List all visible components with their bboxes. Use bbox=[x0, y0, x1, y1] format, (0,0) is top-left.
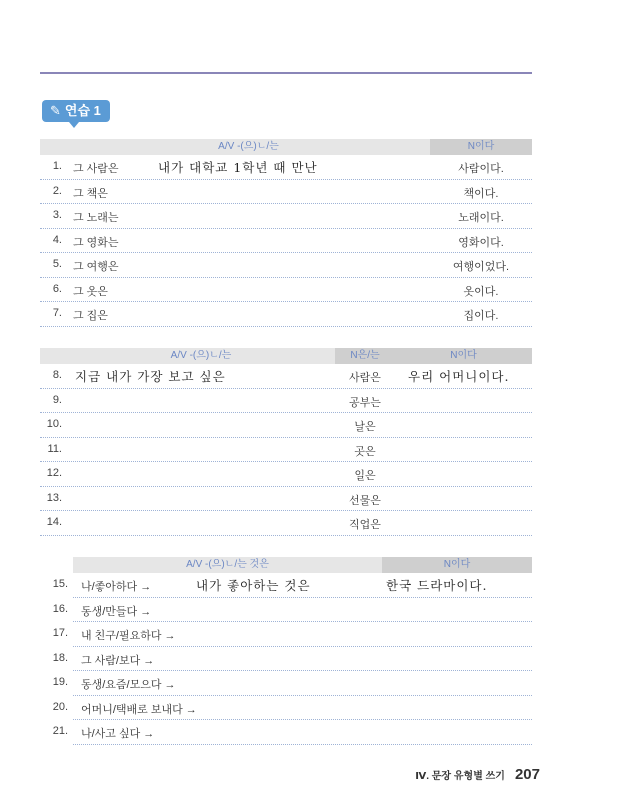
row-noun: 공부는 bbox=[349, 396, 381, 409]
table-row bbox=[52, 696, 532, 721]
row-subject: 그 노래는 bbox=[73, 212, 119, 224]
table-row bbox=[40, 462, 532, 487]
table-row bbox=[40, 438, 532, 463]
row-ending: 사람이다. bbox=[458, 163, 504, 175]
row-subject: 그 집은 bbox=[73, 310, 108, 322]
table-row bbox=[40, 511, 532, 536]
answer-field[interactable]: 지금 내가 가장 보고 싶은 bbox=[75, 369, 226, 384]
table-row bbox=[40, 180, 532, 205]
exercise-badge bbox=[42, 100, 110, 122]
top-rule bbox=[40, 72, 532, 74]
page-footer bbox=[415, 766, 540, 783]
row-number: 18. bbox=[52, 651, 68, 664]
table-row bbox=[40, 253, 532, 278]
pencil-icon: ✎ bbox=[50, 103, 61, 118]
row-number: 4. bbox=[52, 233, 62, 246]
header-noun-ida: N이다 bbox=[382, 557, 532, 573]
table-row bbox=[52, 671, 532, 696]
exercise-table-1 bbox=[40, 139, 532, 327]
row-noun: 사람은 bbox=[349, 372, 381, 384]
row-subject: 그 책은 bbox=[73, 187, 108, 200]
table-row bbox=[40, 229, 532, 254]
header-clause: A/V -(으)ㄴ/는 것은 bbox=[186, 559, 269, 570]
row-number: 14. bbox=[46, 516, 62, 528]
table-row bbox=[40, 302, 532, 327]
row-number: 2. bbox=[52, 184, 62, 197]
table-row bbox=[40, 155, 532, 180]
table-row bbox=[52, 647, 532, 672]
row-prompt: 동생/만들다 → bbox=[81, 605, 152, 618]
row-noun: 선물은 bbox=[349, 494, 381, 507]
row-noun: 일은 bbox=[354, 470, 376, 482]
row-number: 15. bbox=[52, 578, 68, 590]
row-number: 13. bbox=[46, 491, 62, 504]
row-ending: 책이다. bbox=[463, 187, 499, 200]
header-noun-ida: N이다 bbox=[395, 348, 532, 364]
exercise-title: 연습 1 bbox=[64, 103, 101, 118]
row-prompt: 나/좋아하다 → bbox=[81, 581, 152, 593]
row-number: 3. bbox=[52, 209, 62, 221]
chapter-title: Ⅳ. 문장 유형별 쓰기 bbox=[415, 771, 505, 782]
row-number: 19. bbox=[52, 676, 68, 688]
table-header bbox=[73, 557, 532, 573]
header-noun-topic: N은/는 bbox=[335, 348, 395, 364]
row-subject: 그 영화는 bbox=[73, 236, 119, 249]
row-number: 8. bbox=[52, 369, 62, 381]
row-ending: 노래이다. bbox=[458, 212, 504, 224]
row-prompt: 나/사고 싶다 → bbox=[81, 728, 155, 740]
row-prompt: 동생/요즘/모으다 → bbox=[81, 679, 176, 691]
answer-field-2[interactable]: 한국 드라마이다. bbox=[386, 578, 488, 593]
exercise-table-2 bbox=[40, 348, 532, 536]
table-row bbox=[40, 487, 532, 512]
row-number: 20. bbox=[52, 700, 68, 713]
row-prompt: 그 사람/보다 → bbox=[81, 654, 155, 667]
table-header bbox=[40, 139, 532, 155]
table-row bbox=[52, 622, 532, 647]
row-number: 17. bbox=[52, 627, 68, 639]
row-ending: 집이다. bbox=[463, 310, 499, 322]
table-row bbox=[52, 720, 532, 745]
header-clause: A/V -(으)ㄴ/는 bbox=[218, 141, 279, 152]
table-row bbox=[52, 573, 532, 598]
row-number: 11. bbox=[47, 442, 62, 455]
row-number: 9. bbox=[52, 393, 62, 406]
exercise-table-3 bbox=[40, 557, 532, 745]
answer-field-2[interactable]: 우리 어머니이다. bbox=[408, 369, 510, 384]
table-row bbox=[40, 278, 532, 303]
row-number: 5. bbox=[52, 258, 62, 270]
row-prompt: 어머니/택배로 보내다 → bbox=[81, 703, 197, 716]
header-noun-ida: N이다 bbox=[430, 139, 532, 155]
header-clause: A/V -(으)ㄴ/는 bbox=[170, 350, 232, 361]
row-subject: 그 사람은 bbox=[73, 163, 119, 175]
row-subject: 그 여행은 bbox=[73, 261, 119, 273]
row-number: 21. bbox=[52, 725, 68, 737]
answer-field[interactable]: 내가 좋아하는 것은 bbox=[196, 578, 311, 593]
row-number: 12. bbox=[46, 467, 62, 479]
table-row bbox=[52, 598, 532, 623]
row-ending: 옷이다. bbox=[463, 285, 499, 298]
row-noun: 날은 bbox=[354, 421, 376, 433]
row-number: 7. bbox=[52, 307, 62, 319]
row-subject: 그 옷은 bbox=[73, 285, 108, 298]
row-ending: 영화이다. bbox=[458, 236, 504, 249]
row-number: 16. bbox=[52, 602, 68, 615]
row-noun: 곳은 bbox=[354, 445, 376, 458]
row-prompt: 내 친구/필요하다 → bbox=[81, 630, 176, 642]
table-row bbox=[40, 413, 532, 438]
row-noun: 직업은 bbox=[349, 519, 381, 531]
row-number: 10. bbox=[46, 418, 62, 430]
table-row bbox=[40, 204, 532, 229]
row-number: 1. bbox=[52, 160, 62, 172]
table-row bbox=[40, 364, 532, 389]
table-header bbox=[40, 348, 532, 364]
answer-field[interactable]: 내가 대학교 1학년 때 만난 bbox=[158, 160, 318, 175]
row-number: 6. bbox=[52, 282, 62, 295]
page-number: 207 bbox=[514, 766, 540, 783]
table-row bbox=[40, 389, 532, 414]
row-ending: 여행이었다. bbox=[452, 261, 510, 273]
